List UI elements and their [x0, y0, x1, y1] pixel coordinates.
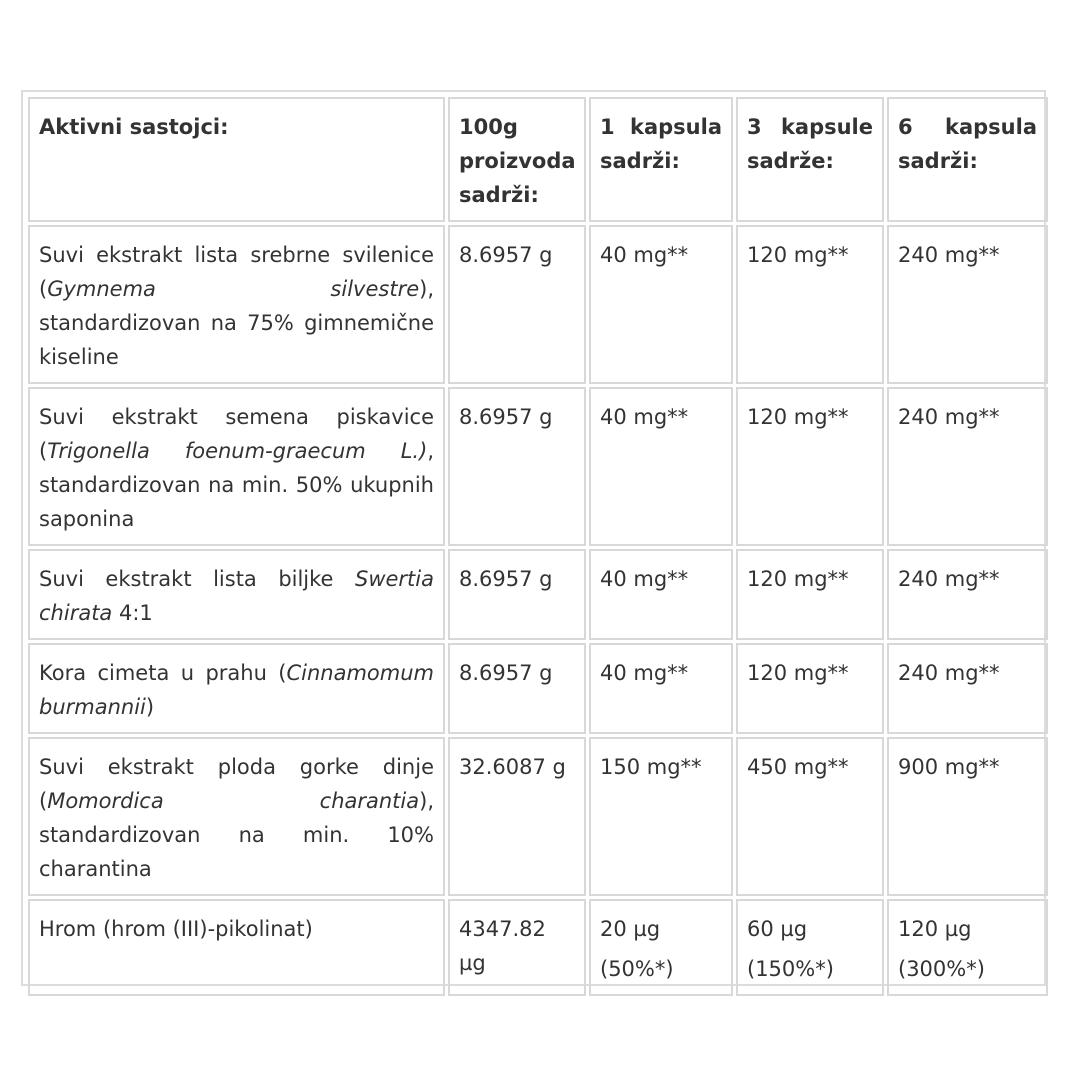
- header-1-capsule: 1 kapsula sadrži:: [589, 97, 733, 222]
- ingredient-cell: Suvi ekstrakt lista srebrne svilenice (Gymnema silvestre), standardizovan na 75% gimnemične kiseline: [28, 225, 445, 384]
- ingredients-table-frame: [21, 90, 1046, 986]
- table-row: [28, 225, 1048, 384]
- ingredient-cell: Kora cimeta u prahu (Cinnamomum burmannii): [28, 643, 445, 734]
- cap3-cell: 120 mg**: [736, 225, 884, 384]
- cap6-cell: 240 mg**: [887, 549, 1048, 640]
- header-per-100g: 100g proizvoda sadrži:: [448, 97, 586, 222]
- cap6-percent: (300%*): [898, 957, 985, 981]
- ingredient-cell: Suvi ekstrakt ploda gorke dinje (Momordica charantia), standardizovan na min. 10% charantina: [28, 737, 445, 896]
- cap6-cell: 240 mg**: [887, 643, 1048, 734]
- cap3-cell: 120 mg**: [736, 643, 884, 734]
- ingredients-table: [25, 94, 1051, 999]
- cap6-amount: 120 µg: [898, 917, 972, 941]
- cap1-cell: 40 mg**: [589, 225, 733, 384]
- cap6-cell: 900 mg**: [887, 737, 1048, 896]
- cap1-cell: [589, 899, 733, 996]
- ingredient-cell: Suvi ekstrakt lista biljke Swertia chirata 4:1: [28, 549, 445, 640]
- cap1-cell: 40 mg**: [589, 549, 733, 640]
- ingredient-cell: Hrom (hrom (III)-pikolinat): [28, 899, 445, 996]
- header-ingredients: Aktivni sastojci:: [28, 97, 445, 222]
- table-row: [28, 737, 1048, 896]
- per-100g-cell: 8.6957 g: [448, 225, 586, 384]
- header-3-capsules: 3 kapsule sadrže:: [736, 97, 884, 222]
- per-100g-cell: 8.6957 g: [448, 387, 586, 546]
- header-6-capsules: 6 kapsula sadrži:: [887, 97, 1048, 222]
- table-row: [28, 549, 1048, 640]
- ingredient-cell: Suvi ekstrakt semena piskavice (Trigonella foenum-graecum L.), standardizovan na min. 50% ukupnih saponina: [28, 387, 445, 546]
- table-header-row: [28, 97, 1048, 222]
- cap1-amount: 20 µg: [600, 917, 661, 941]
- per-100g-cell: 4347.82 µg: [448, 899, 586, 996]
- cap3-percent: (150%*): [747, 957, 834, 981]
- table-row: [28, 387, 1048, 546]
- per-100g-cell: 8.6957 g: [448, 643, 586, 734]
- cap3-cell: 450 mg**: [736, 737, 884, 896]
- cap6-cell: 240 mg**: [887, 387, 1048, 546]
- cap6-cell: [887, 899, 1048, 996]
- cap3-amount: 60 µg: [747, 917, 808, 941]
- cap1-cell: 40 mg**: [589, 387, 733, 546]
- cap1-percent: (50%*): [600, 957, 674, 981]
- table-row: [28, 899, 1048, 996]
- cap3-cell: 120 mg**: [736, 387, 884, 546]
- cap6-cell: 240 mg**: [887, 225, 1048, 384]
- cap3-cell: [736, 899, 884, 996]
- table-row: [28, 643, 1048, 734]
- per-100g-cell: 8.6957 g: [448, 549, 586, 640]
- cap1-cell: 40 mg**: [589, 643, 733, 734]
- per-100g-cell: 32.6087 g: [448, 737, 586, 896]
- cap3-cell: 120 mg**: [736, 549, 884, 640]
- cap1-cell: 150 mg**: [589, 737, 733, 896]
